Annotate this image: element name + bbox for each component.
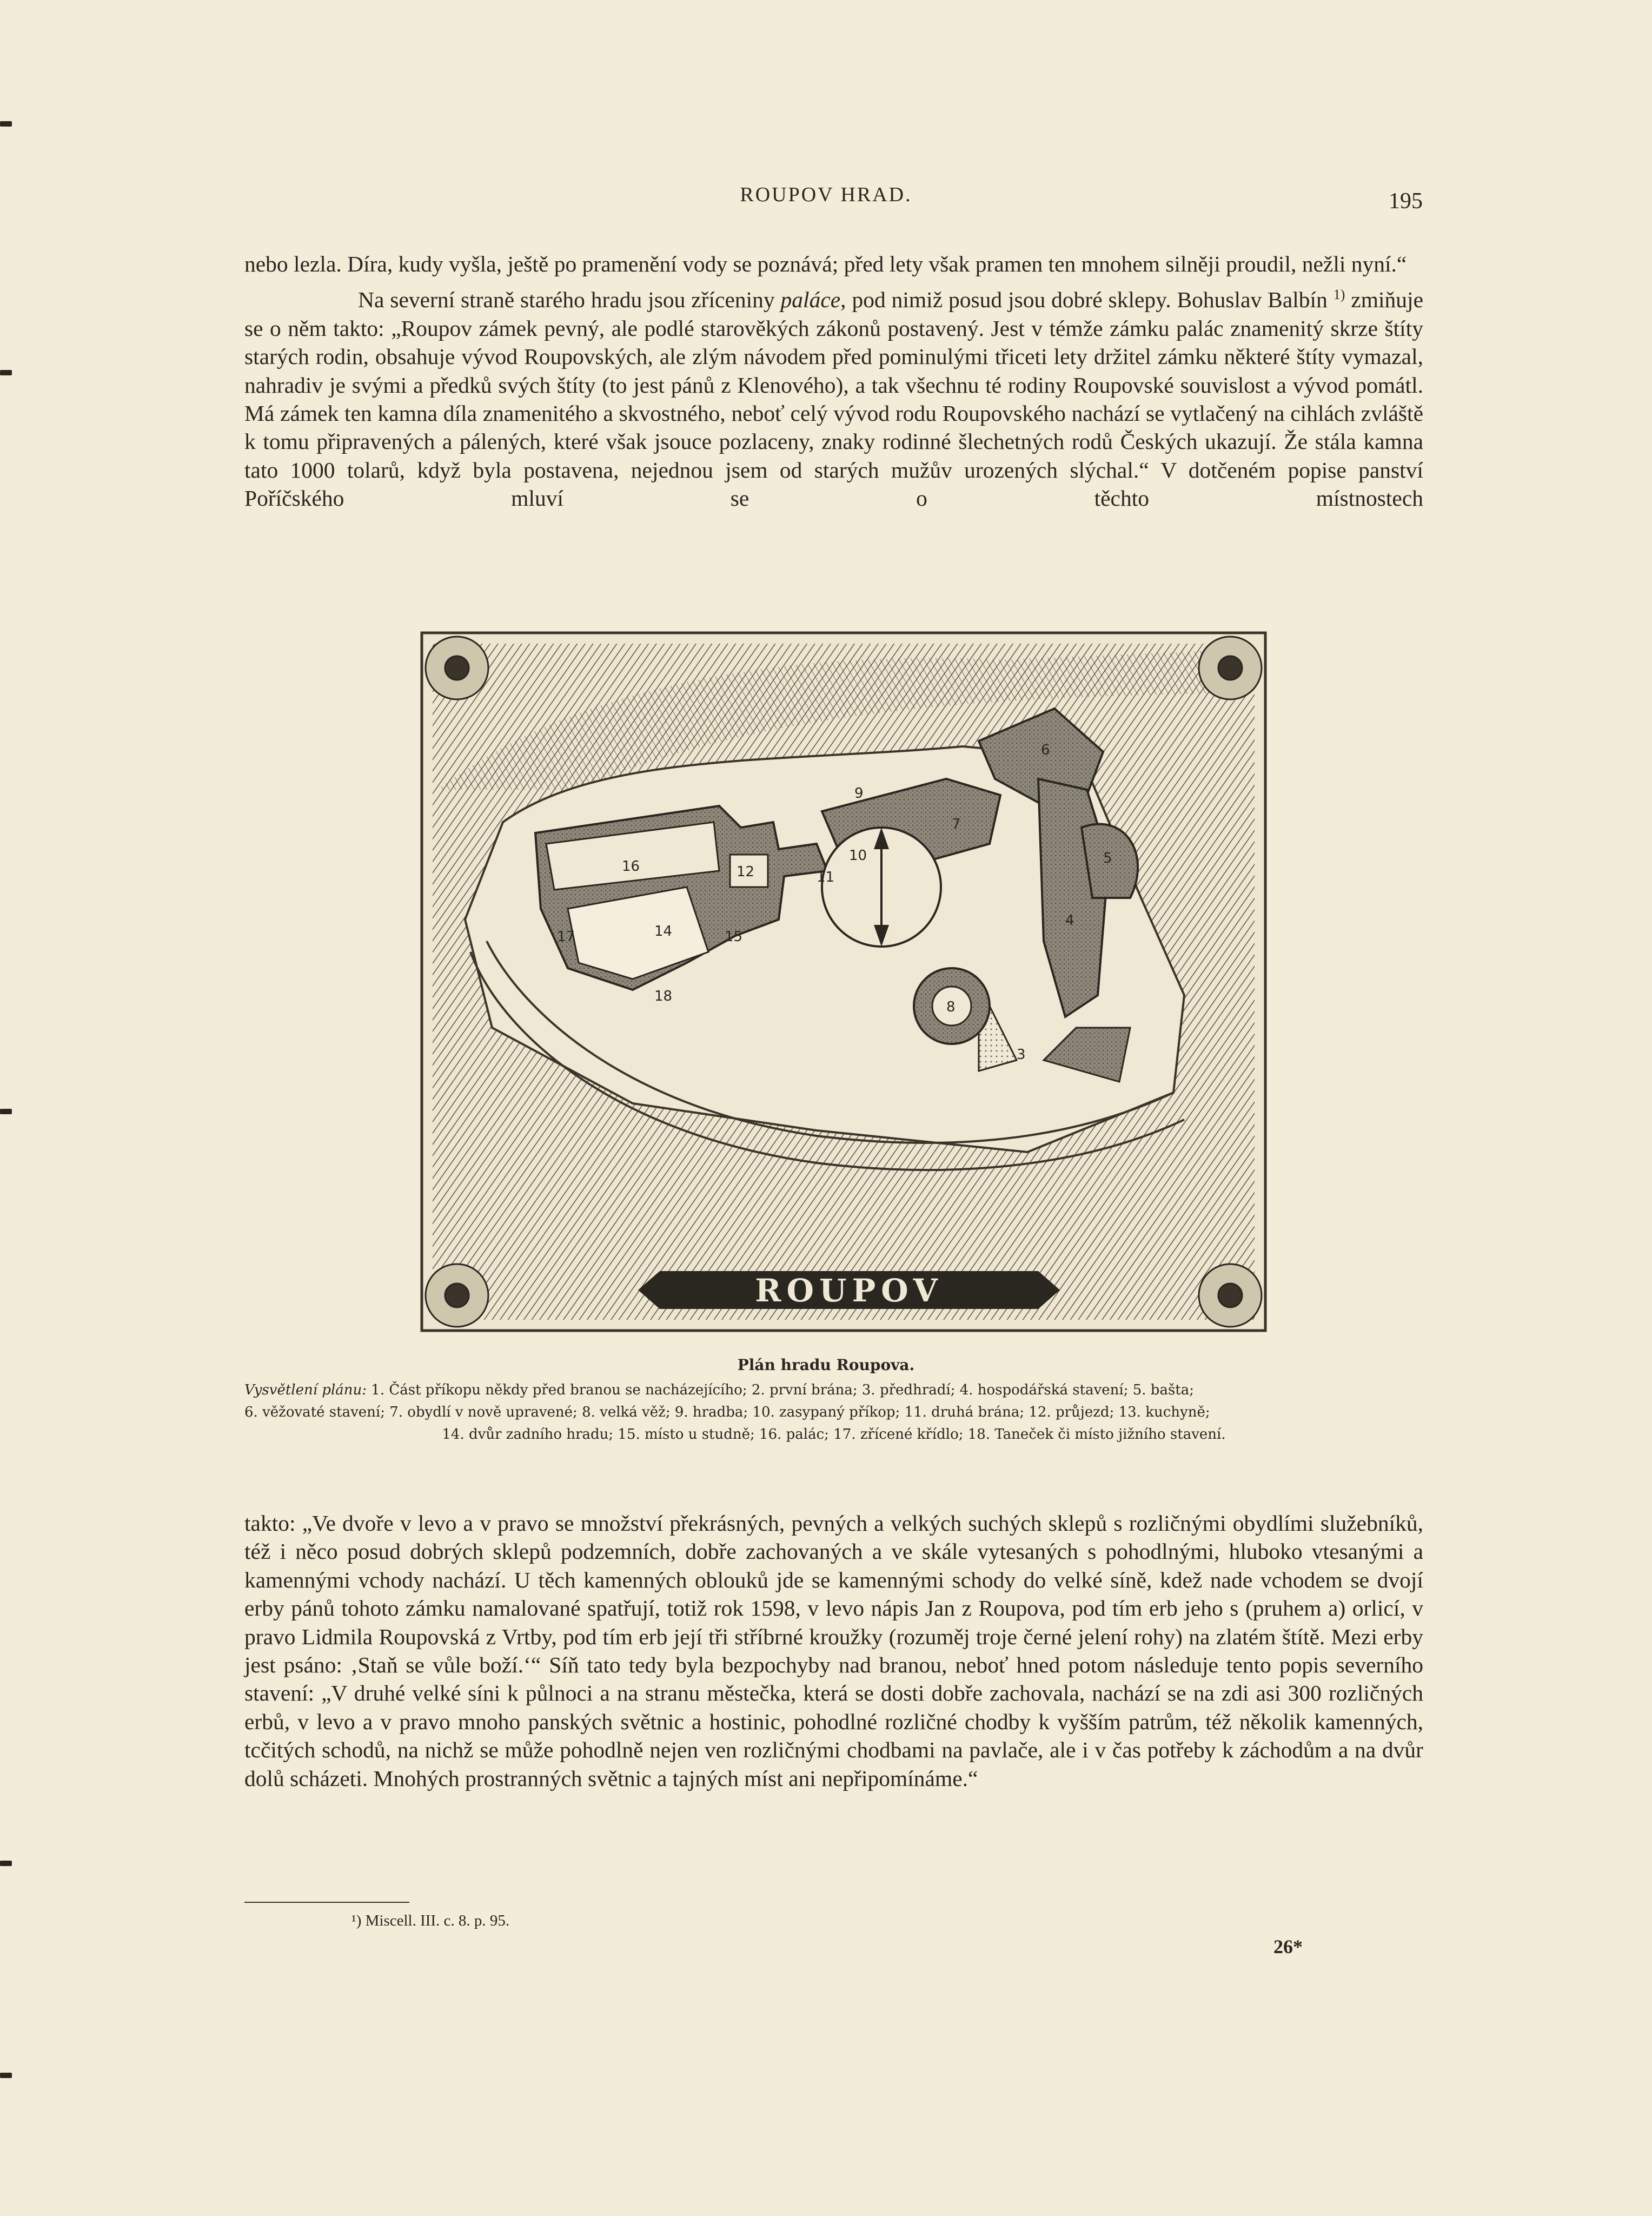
banner-text: ROUPOV — [755, 1272, 943, 1309]
corner-rosette-center — [1218, 1284, 1242, 1307]
body-text-bottom — [244, 1509, 1423, 1792]
plan-number: 14 — [654, 923, 673, 940]
paragraph: nebo lezla. Díra, kudy vyšla, ještě po pramenění vody se poznává; před lety však pramen ten mnohem silněji proudil, nežli nyní.“ — [244, 252, 1407, 276]
edge-mark — [0, 1109, 12, 1114]
plan-number: 5 — [1103, 850, 1112, 866]
corner-rosette-center — [445, 1284, 469, 1307]
footnote-divider — [244, 1902, 409, 1903]
paragraph: takto: „Ve dvoře v levo a v pravo se množství překrásných, pevných a velkých suchých sklepů s rozličnými obydlími služebníků, též i něco posud dobrých sklepů podzemních, dobře zachovaných a ve skále vytesaných s pohodlnými, hluboko vtesanými a kamennými vchody nachází. U těch kamenných oblouků jde se kamennými schody do velké síně, kdež nade vchodem se dvojí erby pánů tohoto zámku namalované spatřují, totiž rok 1598, v levo nápis Jan z Roupova, pod tím erb jeho s (pruhem a) orlicí, v pravo Lidmila Roupovská z Vrtby, pod tím erb její tři stříbrné kroužky (rozuměj troje černé jelení rohy) na zlatém štítě. Mezi erby jest psáno: ‚Staň se vůle boží.‘“ Síň tato tedy byla bezpochyby nad branou, neboť hned potom následuje tento popis severního stavení: „V druhé velké síni k půlnoci a na stranu městečka, která se dosti dobře zachovala, nachází se na zdi asi 300 rozličných erbů, v levo a v pravo mnoho panských světnic a hostinic, pohodlné rozličné chodby k vyšším patrům, též několik kamenných, tcčitých schodů, na nichž se může pohodlně nejen ven rozličnými chodbami na pavlače, ale i v čas potřeby k záchodům a na dvůr dolů scházeti. Mnohých prostranných světnic a tajných míst ani nepřipomínáme.“ — [244, 1511, 1423, 1791]
plan-number: 8 — [946, 999, 956, 1015]
footnote: ¹) Miscell. III. c. 8. p. 95. — [351, 1912, 510, 1929]
edge-mark — [0, 370, 12, 375]
plan-number: 18 — [654, 988, 673, 1004]
plan-number: 16 — [622, 858, 640, 875]
castle-plan-engraving — [406, 617, 1282, 1347]
edge-mark — [0, 1861, 12, 1866]
paragraph: Na severní straně starého hradu jsou zříceniny paláce, pod nimiž posud jsou dobré sklepy. Bohuslav Balbín $^{1)}$ zmiňuje se o něm takto: „Roupov zámek pevný, ale podlé starověkých zákonů postavený. Jest v témže zámku palác znamenitý skrze štíty starých rodin, obsahuje vývod Roupovských, ale zlým návodem před pominulými třiceti lety držitel zámku některé štíty vymazal, nahradiv je svými a předků svých štíty (to jest pánů z Klenového), a tak všechnu té rodiny Roupovské souvislost a vývod pomátl. Má zámek ten kamna díla znamenitého a skvostného, neboť celý vývod rodu Roupovského nachází se vytlačený na cihlách zvláště k tomu připravených a pálených, které však jsouce pozlaceny, znaky rodinné šlechetných rodů Českých ukazují. Že stála kamna tato 1000 tolarů, když byla postavena, nejednou jsem od starých mužův urozených slýchal.“ V dotčeném popise panství Poříčského mluví se o těchto místnostech — [244, 287, 1423, 511]
plan-number: 7 — [952, 816, 961, 832]
plan-number: 12 — [737, 864, 755, 880]
legend-line: 1. Část příkopu někdy před branou se nacházejícího; 2. první brána; 3. předhradí; 4. hospodářská stavení; 5. bašta; — [367, 1382, 1194, 1398]
legend-line: 14. dvůr zadního hradu; 15. místo u studně; 16. palác; 17. zřícené křídlo; 18. Taneček či místo jižního stavení. — [442, 1426, 1226, 1443]
edge-mark — [0, 2073, 12, 2078]
plan-number: 15 — [725, 929, 743, 945]
legend-label: Vysvětlení plánu: — [244, 1382, 367, 1398]
plan-number: 4 — [1065, 912, 1074, 929]
running-title: ROUPOV HRAD. — [740, 183, 912, 206]
plan-number: 6 — [1041, 742, 1050, 758]
emphasis: paláce — [780, 287, 841, 313]
figure-legend — [244, 1379, 1423, 1446]
footnote-ref: 1) — [1333, 287, 1345, 303]
corner-rosette-center — [1218, 656, 1242, 680]
plan-number: 17 — [557, 929, 575, 945]
body-text-top — [244, 250, 1423, 513]
castle-plan-figure — [406, 617, 1282, 1347]
signature-mark: 26* — [1273, 1936, 1303, 1957]
plan-number: 3 — [1017, 1047, 1026, 1063]
legend-line: 6. věžovaté stavení; 7. obydlí v nově upravené; 8. velká věž; 9. hradba; 10. zasypaný příkop; 11. druhá brána; 12. průjezd; 13. kuchyně; — [244, 1404, 1210, 1420]
plan-number: 11 — [817, 869, 835, 885]
figure-caption-title: Plán hradu Roupova. — [737, 1356, 915, 1374]
page-number: 195 — [1389, 189, 1423, 214]
corner-rosette-center — [445, 656, 469, 680]
edge-mark — [0, 121, 12, 127]
plan-number: 10 — [849, 848, 867, 864]
plan-number: 9 — [854, 785, 864, 802]
